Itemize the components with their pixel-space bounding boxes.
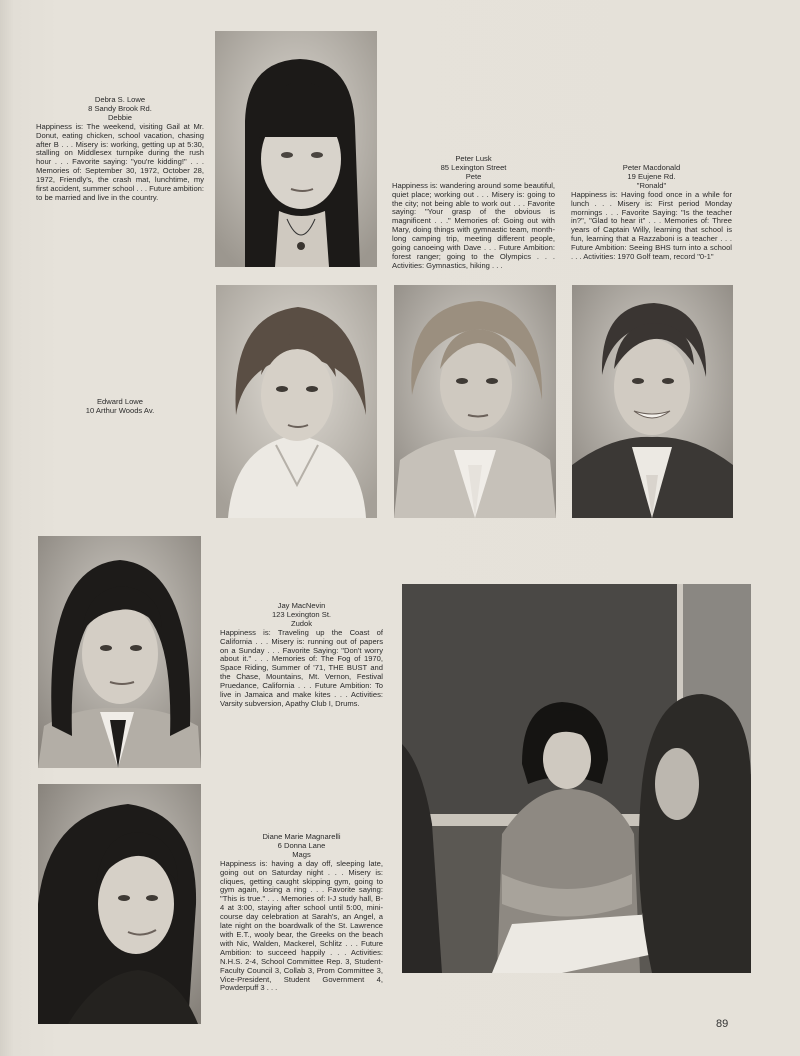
bio-jay-macnevin [220, 602, 383, 709]
portrait-diane-magnarelli [38, 784, 201, 1024]
bio-diane-magnarelli [220, 833, 383, 993]
student-address: 10 Arthur Woods Av. [85, 406, 155, 415]
student-name: Diane Marie Magnarelli [262, 832, 341, 841]
student-address: 6 Donna Lane [277, 840, 326, 850]
portrait-peter-macdonald [572, 285, 733, 518]
student-name: Edward Lowe [96, 397, 143, 406]
student-nickname: Debbie [107, 112, 133, 122]
portrait-jay-macnevin [38, 536, 201, 768]
bio-debra-lowe [36, 96, 204, 203]
student-nickname: Mags [292, 849, 311, 859]
student-address: 85 Lexington Street [440, 162, 507, 172]
portrait-edward-lowe [216, 285, 377, 518]
page-number: 89 [716, 1018, 729, 1030]
student-address: 123 Lexington St. [271, 609, 332, 619]
label-edward-lowe [40, 397, 200, 415]
student-name: Peter Lusk [455, 154, 492, 163]
student-name: Peter Macdonald [622, 163, 681, 172]
student-bio: Happiness is: having a day off, sleeping late, going out on Saturday night . . . Misery is: cliques, getting caught skipping gym, going to gym again, losing a ring . . . Favorite saying: "This is true." . . . Memories of: I-J study hall, B-4 at 3:00, staying after school until 5:00, mini-course day celebration at Sarah's, an Angel, a late night on the boardwalk of the St. Lawrence with E.T., wooly bear, the Greeks on the beach with Nic, Walden, Mackerel, Schlitz . . . Future Ambition: to succeed happily . . . Activities: N.H.S. 2-4, School Committee Rep. 3, Student-Faculty Council 3, Collab 3, Prom Committee 3, Vice-President, Student Government 4, Powderpuff 3 . . . [220, 858, 383, 993]
student-bio: Happiness is: Having food once in a while for lunch . . . Misery is: First period Monday mornings . . . Favorite Saying: "Is the teacher in?", "Glad to hear it" . . . Memories of: Three years of Captain Willy, learning that school is fun, learning that a Razzaboni is a teacher . . . Future Ambition: Seeing BHS turn into a school . . . Activities: 1970 Golf team, record "0-1" [571, 189, 732, 262]
student-name: Jay MacNevin [277, 601, 326, 610]
student-bio: Happiness is: Traveling up the Coast of California . . . Misery is: running out of papers on a Sunday . . . Favorite Saying: "Don't worry about it." . . . Memories of: The Fog of 1970, Space Riding, Summer of '71, THE BUST and the Chase, Mountains, Mt. Vernon, Festival Pruedance, California . . . Future Ambition: To live in Jamaica and make kites . . . Activities: Varsity subversion, Apathy Club I, Drums. [220, 627, 383, 708]
student-address: 19 Eujene Rd. [627, 171, 676, 181]
portrait-debra-lowe [215, 31, 377, 267]
classroom-candid-photo [402, 584, 751, 973]
student-bio: Happiness is: wandering around some beautiful, quiet place; working out . . . Misery is: going to the city; not being able to work out . . . Favorite saying: "Your grasp of the obvious is magnificent . . ." Memories of: Going out with Mary, doing things with gymnastic team, month-long camping trip, meeting different people, going canoeing with Dave . . . Future Ambition: forest ranger; going to the Olympics . . . Activities: Gymnastics, hiking . . . [392, 180, 555, 270]
portrait-peter-lusk [394, 285, 556, 518]
student-nickname: Zudok [290, 618, 313, 628]
student-bio: Happiness is: The weekend, visiting Gail at Mr. Donut, eating chicken, school vacation, chasing after B . . . Misery is: working, getting up at 5:30, stalling on Middlesex turnpike during the rush hour . . . Favorite saying: "you're kidding!" . . . Memories of: September 30, 1972, October 28, 1972, Friendly's, the crash mat, lunchtime, my first accident, summer school . . . Future ambition: to be married and live in the country. [36, 121, 204, 202]
student-nickname: "Ronald" [636, 180, 667, 190]
bio-peter-lusk [392, 155, 555, 271]
student-name: Debra S. Lowe [94, 95, 146, 104]
bio-peter-macdonald [571, 164, 732, 262]
student-nickname: Pete [465, 171, 482, 181]
student-address: 8 Sandy Brook Rd. [88, 103, 152, 113]
